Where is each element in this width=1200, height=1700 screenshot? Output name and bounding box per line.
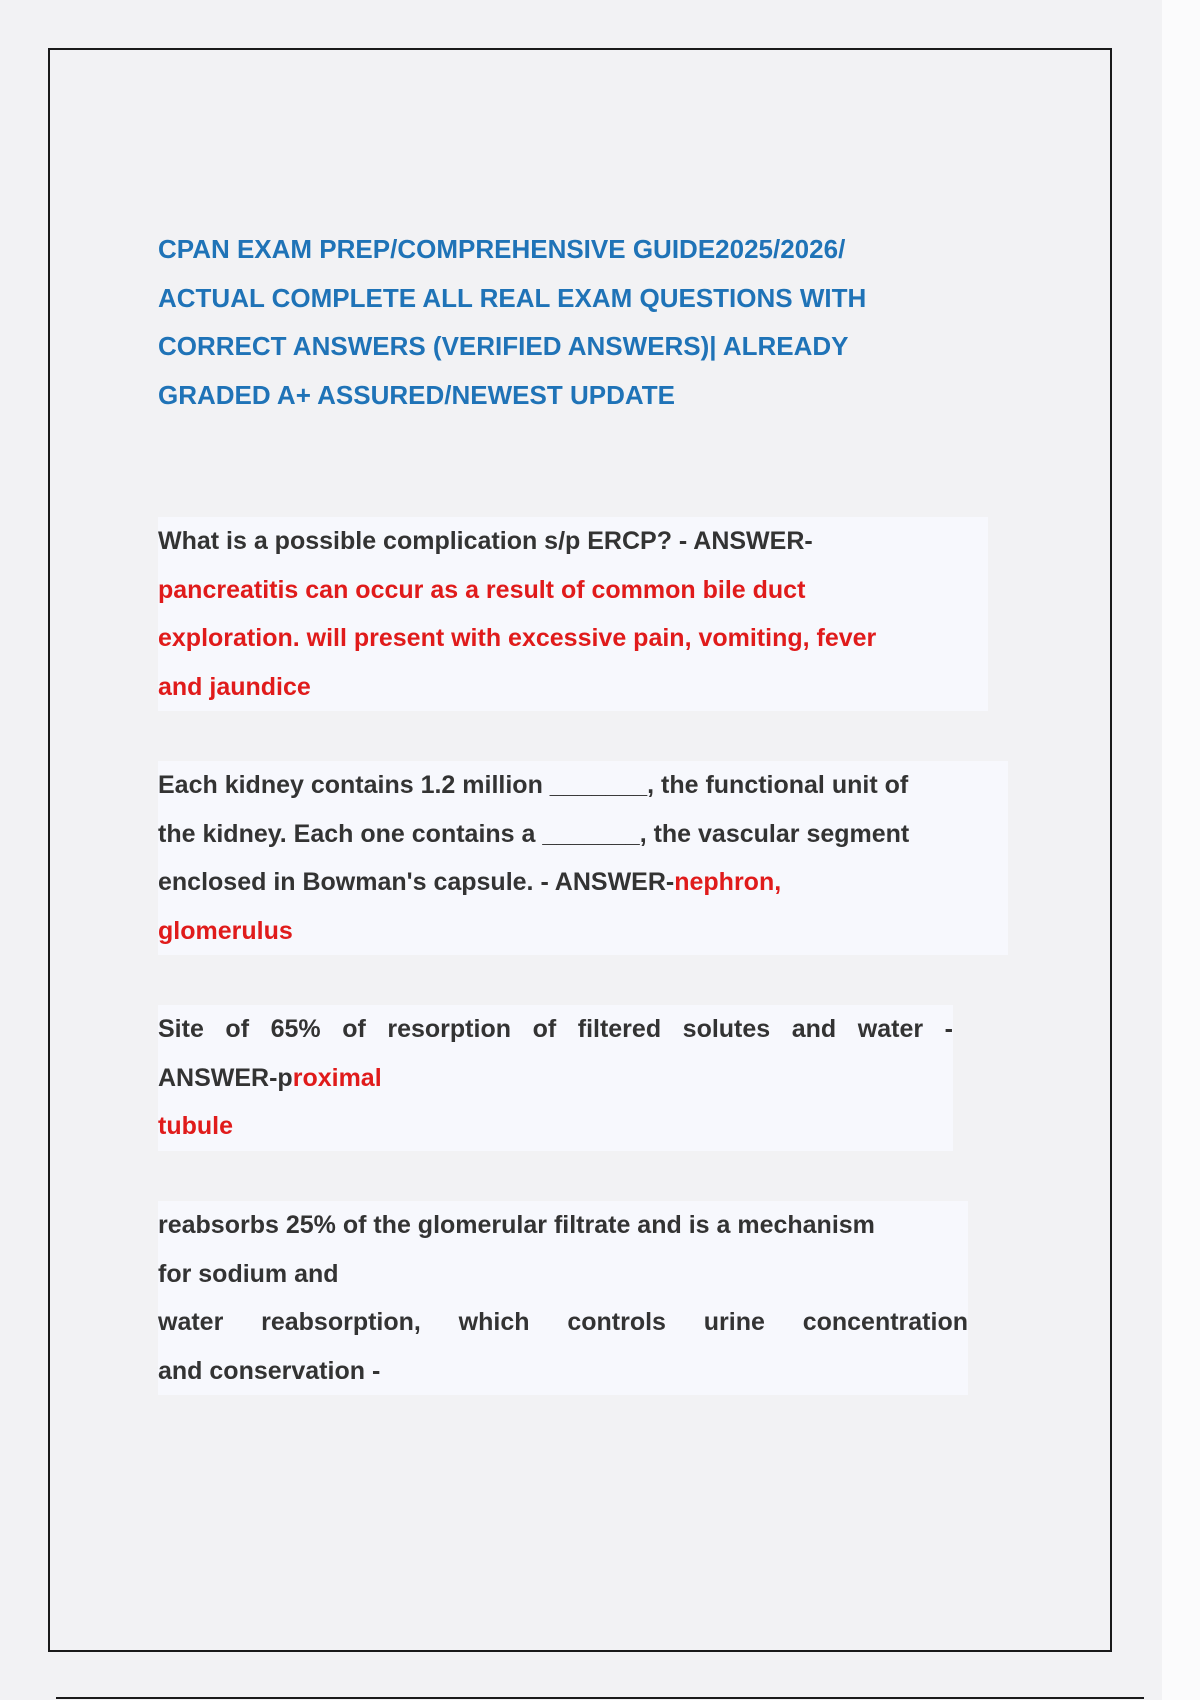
question-text: What is a possible complication s/p ERCP? - ANSWER- xyxy=(158,517,988,566)
qa-item-ercp xyxy=(158,517,988,711)
question-text: reabsorbs 25% of the glomerular filtrate and is a mechanism xyxy=(158,1201,968,1250)
question-line xyxy=(158,858,1008,907)
next-page-border xyxy=(56,1697,1144,1699)
answer-text: glomerulus xyxy=(158,907,1008,956)
question-text: Site of 65% of resorption of filtered solutes and water - xyxy=(158,1005,953,1054)
title-line-1: CPAN EXAM PREP/COMPREHENSIVE GUIDE2025/2026/ xyxy=(158,234,846,264)
question-text: for sodium and xyxy=(158,1250,968,1299)
title-line-2: ACTUAL COMPLETE ALL REAL EXAM QUESTIONS WITH xyxy=(158,282,867,313)
page-gutter xyxy=(1162,0,1200,1700)
question-text: enclosed in Bowman's capsule. - ANSWER- xyxy=(158,868,675,896)
question-text: and conservation - xyxy=(158,1347,968,1396)
answer-text: nephron, xyxy=(674,868,782,896)
question-text: Each kidney contains 1.2 million _______, the functional unit of xyxy=(158,761,1008,810)
document-title xyxy=(158,225,998,419)
question-text: the kidney. Each one contains a _______, the vascular segment xyxy=(158,810,1008,859)
answer-text: pancreatitis can occur as a result of common bile duct xyxy=(158,566,988,615)
qa-item-reabsorption xyxy=(158,1201,968,1395)
question-line xyxy=(158,1054,953,1103)
question-text: ANSWER-p xyxy=(158,1063,293,1092)
answer-text: exploration. will present with excessive pain, vomiting, fever xyxy=(158,614,988,663)
qa-item-nephron xyxy=(158,761,1008,955)
title-line-4: GRADED A+ ASSURED/NEWEST UPDATE xyxy=(158,379,675,410)
answer-text: roximal xyxy=(292,1063,382,1092)
title-line-3: CORRECT ANSWERS (VERIFIED ANSWERS)| ALREADY xyxy=(158,331,849,361)
question-text: water reabsorption, which controls urine concentration xyxy=(158,1298,968,1347)
answer-text: and jaundice xyxy=(158,663,988,712)
qa-item-proximal-tubule xyxy=(158,1005,953,1151)
answer-text: tubule xyxy=(158,1102,953,1151)
